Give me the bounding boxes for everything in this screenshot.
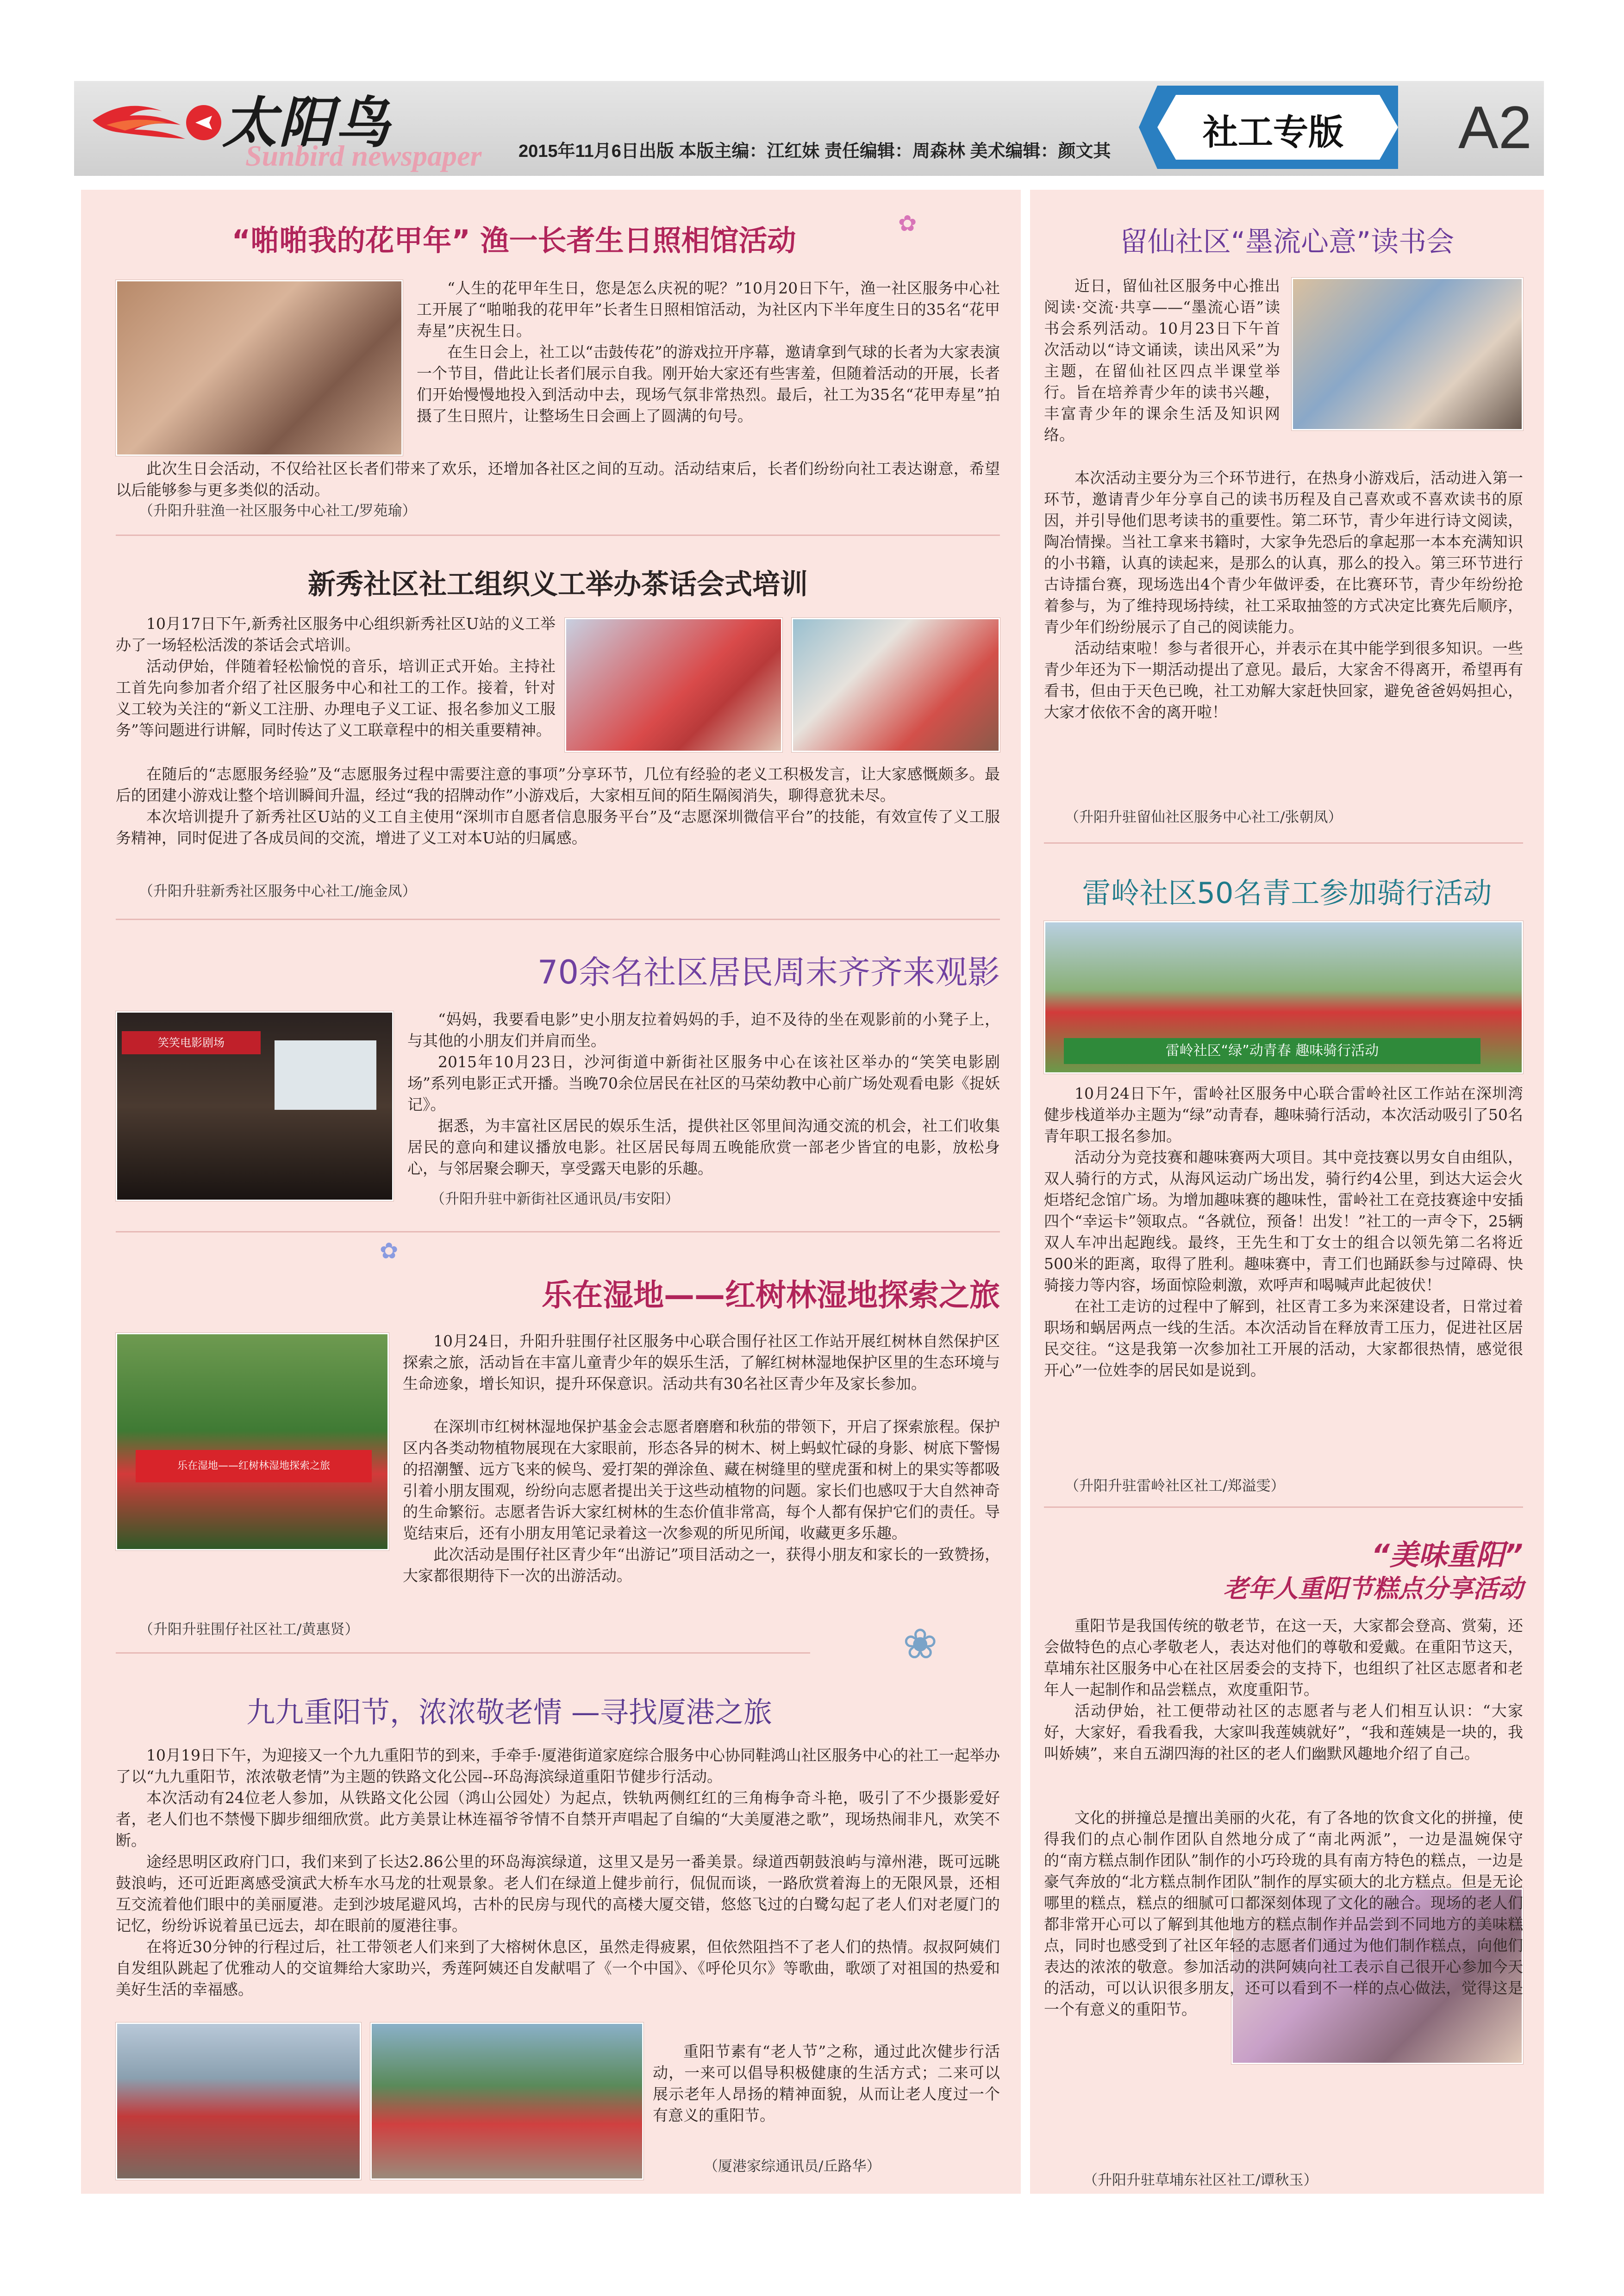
- paragraph: 10月19日下午，为迎接又一个九九重阳节的到来，手牵手·厦港街道家庭综合服务中心协同鞋鸿山社区服务中心的社工一起举办了以“九九重阳节，浓浓敬老情”为主题的铁路文化公园--环岛海滨绿道重阳节健步行活动。: [116, 1746, 1000, 1786]
- activity-banner: 乐在湿地——红树林湿地探索之旅: [136, 1450, 372, 1482]
- article-title: 乐在湿地——红树林湿地探索之旅: [542, 1277, 1000, 1313]
- logo-english: Sunbird newspaper: [245, 139, 482, 172]
- divider: [116, 919, 1000, 920]
- article-body: [116, 1745, 1000, 2000]
- article-photo: [1044, 921, 1523, 1074]
- article-title: 雷岭社区50名青工参加骑行活动: [1082, 876, 1492, 910]
- article-credit: （升阳升驻雷岭社区社工/郑溢雯）: [1065, 1478, 1285, 1494]
- article-title: “啪啪我的花甲年” 渔一长者生日照相馆活动: [231, 224, 796, 257]
- paragraph: 在深圳市红树林湿地保护基金会志愿者磨磨和秋茄的带领下，开启了探索旅程。保护区内各类动物植物展现在大家眼前，形态各异的树木、树上蚂蚁忙碌的身影、树底下警惕的招潮蟹、远方飞来的候鸟、爱打架的弹涂鱼、藏在树缝里的壁虎蛋和树上的果实等都吸引着小朋友围观，纷纷向志愿者提出关于这些动植物的问题。家长们也感叹于大自然神奇的生命繁衍。志愿者告诉大家红树林的生态价值非常高，每个人都有保护它们的责任。导览结束后，还有小朋友用笔记录着这一次参观的所见所闻，收藏更多乐趣。: [403, 1418, 1000, 1542]
- paragraph: “人生的花甲年生日，您是怎么庆祝的呢？”10月20日下午，渔一社区服务中心社工开展了“啪啪我的花甲年”长者生日照相馆活动，为社区内下半年度生日的35名“花甲寿星”庆祝生日。: [417, 279, 1000, 340]
- flower-icon: ✿: [380, 1238, 399, 1264]
- article-credit: （厦港家综通讯员/丘路华）: [704, 2158, 881, 2175]
- divider: [116, 1231, 1000, 1232]
- paragraph: “妈妈，我要看电影”史小朋友拉着妈妈的手，迫不及待的坐在观影前的小凳子上，与其他的小朋友们并肩而坐。: [407, 1010, 1000, 1050]
- article-credit: （升阳升驻渔一社区服务中心社工/罗苑瑜）: [139, 503, 417, 519]
- morning-glory-icon: ❀: [903, 1620, 938, 1668]
- article-body: [1044, 1083, 1523, 1381]
- article-credit: （升阳升驻中新街社区通讯员/韦安阳）: [431, 1191, 680, 1207]
- paragraph: 此次生日会活动，不仅给社区长者们带来了欢乐，还增加各社区之间的互动。活动结束后，长者们纷纷向社工表达谢意，希望以后能够参与更多类似的活动。: [116, 460, 1000, 499]
- divider: [116, 1652, 810, 1654]
- article-credit: （升阳升驻新秀社区服务中心社工/施金凤）: [139, 883, 417, 900]
- article-credit: （升阳升驻草埔东社区社工/谭秋玉）: [1083, 2172, 1318, 2189]
- paragraph: 在将近30分钟的行程过后，社工带领老人们来到了大榕树休息区，虽然走得疲累，但依然阻挡不了老人们的热情。叔叔阿姨们自发组队跳起了优雅动人的交谊舞给大家助兴，秀莲阿姨还自发献唱了《一个中国》、《呼伦贝尔》等歌曲，歌颂了对祖国的热爱和美好生活的幸福感。: [116, 1938, 1000, 1998]
- paragraph: 途经思明区政府门口，我们来到了长达2.86公里的环岛海滨绿道，这里又是另一番美景。绿道西朝鼓浪屿与漳州港，既可远眺鼓浪屿，还可近距离感受演武大桥车水马龙的壮观景象。老人们在绿道上健步前行，侃侃而谈，一路欣赏着海上的无限风景，还相互交流着他们眼中的美丽厦港。走到沙坡尾避风坞，古朴的民房与现代的高楼大厦交错，悠悠飞过的白鹭勾起了老人们对老厦门的记忆，纷纷诉说着虽已远去，却在眼前的厦港往事。: [116, 1853, 1000, 1935]
- article-body: [653, 2041, 1000, 2126]
- paragraph: 此次活动是围仔社区青少年“出游记”项目活动之一，获得小朋友和家长的一致赞扬，大家都很期待下一次的出游活动。: [403, 1545, 1000, 1585]
- article-body: [417, 278, 1000, 427]
- paragraph: 活动伊始，伴随着轻松愉悦的音乐，培训正式开始。主持社工首先向参加者介绍了社区服务中心和社工的工作。接着，针对义工较为关注的“新义工注册、办理电子义工证、报名参加义工服务”等问题进行讲解，同时传达了义工联章程中的相关重要精神。: [116, 657, 556, 739]
- paragraph: 近日，留仙社区服务中心推出阅读·交流·共享——“墨流心语”读书会系列活动。10月23日下午首次活动以“诗文诵读，读出风采”为主题，在留仙社区四点半课堂举行。旨在培养青少年的读书兴趣，丰富青少年的课余生活及知识网络。: [1044, 277, 1280, 444]
- article-photo: [565, 618, 782, 752]
- article-title: 留仙社区“墨流心意”读书会: [1119, 226, 1455, 258]
- paragraph: 本次活动有24位老人参加，从铁路文化公园（鸿山公园处）为起点，铁轨两侧红红的三角梅争奇斗艳，吸引了不少摄影爱好者，老人们也不禁慢下脚步细细欣赏。此方美景让林连福爷爷情不自禁开声唱起了自编的“大美厦港之歌”，现场热闹非凡，欢笑不断。: [116, 1789, 1000, 1849]
- paragraph: 文化的拼撞总是擅出美丽的火花，有了各地的饮食文化的拼撞，使得我们的点心制作团队自然地分成了“南北两派”，一边是温婉保守的“南方糕点制作团队”制作的小巧玲珑的具有南方特色的糕点，一边是豪气奔放的“北方糕点制作团队”制作的厚实硕大的北方糕点。但是无论哪里的糕点，糕点的细腻可口都深刻体现了文化的融合。现场的老人们都非常开心可以了解到其他地方的糕点制作并品尝到不同地方的美味糕点，同时也感受到了社区年轻的志愿者们通过为他们制作糕点，向他们表达的浓浓的敬意。参加活动的洪阿姨向社工表示自己很开心参加今天的活动，可以认识很多朋友，还可以看到不一样的点心做法，觉得这是一个有意义的重阳节。: [1044, 1809, 1523, 2018]
- paragraph: 重阳节素有“老人节”之称，通过此次健步行活动，一来可以倡导积极健康的生活方式；二来可以展示老年人昂扬的精神面貌，从而让老人度过一个有意义的重阳节。: [653, 2042, 1000, 2124]
- paragraph: 本次培训提升了新秀社区U站的义工自主使用“深圳市自愿者信息服务平台”及“志愿深圳微信平台”的技能，有效宣传了义工服务精神，同时促进了各成员间的交流，增进了义工对本U站的归属感。: [116, 808, 1000, 847]
- paragraph: 2015年10月23日，沙河街道中新街社区服务中心在该社区举办的“笑笑电影剧场”系列电影正式开播。当晚70余位居民在社区的马荣幼教中心前广场处观看电影《捉妖记》。: [407, 1053, 1000, 1114]
- article-title: 九九重阳节，浓浓敬老情 —寻找厦港之旅: [246, 1695, 772, 1729]
- paragraph: 10月24日下午，雷岭社区服务中心联合雷岭社区工作站在深圳湾健步栈道举办主题为“绿”动青春，趣味骑行活动，本次活动吸引了50名青年职工报名参加。: [1044, 1084, 1523, 1145]
- article-title: 70余名社区居民周末齐齐来观影: [537, 953, 1000, 991]
- divider: [116, 535, 1000, 536]
- article-photo: [1292, 278, 1523, 430]
- paragraph: 活动结束啦！参与者很开心，并表示在其中能学到很多知识。一些青少年还为下一期活动提出了意见。最后，大家舍不得离开，希望再有看书，但由于天色已晚，社工劝解大家赶快回家，避免爸爸妈妈担心，大家才依依不舍的离开啦！: [1044, 639, 1523, 721]
- paragraph: 本次活动主要分为三个环节进行，在热身小游戏后，活动进入第一环节，邀请青少年分享自己的读书历程及自己喜欢或不喜欢读书的原因，并引导他们思考读书的重要性。第二环节，青少年进行诗文阅读，陶冶情操。当社工拿来书籍时，大家争先恐后的拿起那一本本充满知识的小书籍，认真的读起来，是那么的认真，那么的投入。第三环节进行古诗擂台赛，现场选出4个青少年做评委，在比赛环节，青少年纷纷抢着参与，为了维持现场持续，社工采取抽签的方式决定比赛先后顺序，青少年们纷纷展示了自己的阅读能力。: [1044, 469, 1523, 636]
- logo-chinese: 太阳鸟: [222, 90, 392, 155]
- article-photo: [792, 618, 1000, 752]
- article-body: [116, 613, 556, 741]
- article-photo: [116, 1011, 394, 1201]
- article-photo: [370, 2022, 643, 2180]
- paragraph: 在生日会上，社工以“击鼓传花”的游戏拉开序幕，邀请拿到气球的长者为大家表演一个节目，借此让长者们展示自我。刚开始大家还有些害羞，但随着活动的开展，长者们开始慢慢地投入到活动中去，现场气氛非常热烈。最后，社工为35名“花甲寿星”拍摄了生日照片，让整场生日会画上了圆满的句号。: [417, 343, 1000, 425]
- article-credit: （升阳升驻围仔社区社工/黄惠贤）: [139, 1621, 359, 1638]
- sunbird-logo-icon: [88, 88, 241, 157]
- paragraph: 重阳节是我国传统的敬老节，在这一天，大家都会登高、赏菊，还会做特色的点心孝敬老人，表达对他们的尊敬和爱戴。在重阳节这天，草埔东社区服务中心在社区居委会的支持下，也组织了社区志愿者和老年人一起制作和品尝糕点，欢度重阳节。: [1044, 1617, 1523, 1699]
- article-body: [1044, 1615, 1523, 1764]
- screen-banner: 笑笑电影剧场: [122, 1031, 261, 1054]
- paragraph: 在随后的“志愿服务经验”及“志愿服务过程中需要注意的事项”分享环节，几位有经验的老义工积极发言，让大家感慨颇多。最后的团建小游戏让整个培训瞬间升温，经过“我的招牌动作”小游戏后，大家相互间的陌生隔阂消失，聊得意犹未尽。: [116, 765, 1000, 804]
- article-title: “美味重阳”: [1371, 1538, 1523, 1572]
- article-body: [1044, 467, 1523, 723]
- article-body: [116, 1416, 1000, 1587]
- section-label: 社工专版: [1203, 112, 1343, 153]
- article-body: [116, 458, 1000, 501]
- article-photo: [116, 280, 403, 456]
- divider: [1044, 1506, 1523, 1508]
- article-body: [1044, 1807, 1523, 2020]
- paragraph: 活动伊始，社工便带动社区的志愿者与老人们相互认识：“大家好，大家好，看我看我，大家叫我莲姨就好”，“我和莲姨是一块的，我叫娇姨”，来自五湖四海的社区的老人们幽默风趣地介绍了自己。: [1044, 1702, 1523, 1762]
- page-number: A2: [1458, 93, 1532, 161]
- article-body: [403, 1331, 1000, 1394]
- paragraph: 在社工走访的过程中了解到，社区青工多为来深建设者，日常过着职场和蜗居两点一线的生活。本次活动旨在释放青工压力，促进社区居民交往。“这是我第一次参加社工开展的活动，大家都很热情，感觉很开心”一位姓李的居民如是说到。: [1044, 1297, 1523, 1379]
- paragraph: 10月17日下午,新秀社区服务中心组织新秀社区U站的义工举办了一场轻松活泼的茶话会式培训。: [116, 615, 556, 654]
- article-body: [407, 1009, 1000, 1179]
- article-body: [116, 764, 1000, 849]
- issue-meta: 2015年11月6日出版 本版主编：江红妹 责任编辑：周森林 美术编辑：颜文其: [518, 142, 1111, 161]
- divider: [1044, 842, 1523, 844]
- activity-banner: 雷岭社区“绿”动青春 趣味骑行活动: [1064, 1038, 1480, 1064]
- flower-icon: ✿: [898, 211, 917, 236]
- paragraph: 活动分为竞技赛和趣味赛两大项目。其中竞技赛以男女自由组队，双人骑行的方式，从海风运动广场出发，骑行约4公里，到达大运会火炬塔纪念馆广场。为增加趣味赛的趣味性，雷岭社工在竞技赛途中安插四个“幸运卡”领取点。“各就位，预备！出发！”社工的一声令下，25辆双人车冲出起跑线。最终，王先生和丁女士的组合以领先第二名将近500米的距离，取得了胜利。趣味赛中，青工们也踊跃参与过障碍、快骑接力等内容，场面惊险刺激，欢呼声和喝喊声此起彼伏！: [1044, 1148, 1523, 1294]
- movie-screen: [275, 1040, 376, 1110]
- paragraph: 据悉，为丰富社区居民的娱乐生活，提供社区邻里间沟通交流的机会，社工们收集居民的意向和建议播放电影。社区居民每周五晚能欣赏一部老少皆宜的电影，放松身心，与邻居聚会聊天，享受露天电影的乐趣。: [407, 1117, 1000, 1177]
- article-subtitle: 老年人重阳节糕点分享活动: [1223, 1574, 1523, 1603]
- article-title: 新秀社区社工组织义工举办茶话会式培训: [308, 568, 808, 601]
- article-credit: （升阳升驻留仙社区服务中心社工/张朝凤）: [1065, 809, 1343, 826]
- paragraph: 10月24日，升阳升驻围仔社区服务中心联合围仔社区工作站开展红树林自然保护区探索之旅，活动旨在丰富儿童青少年的娱乐生活，了解红树林湿地保护区里的生态环境与生命迹象，增长知识，提升环保意识。活动共有30名社区青少年及家长参加。: [403, 1332, 1000, 1393]
- article-body: [1044, 275, 1280, 446]
- article-photo: [116, 2022, 361, 2180]
